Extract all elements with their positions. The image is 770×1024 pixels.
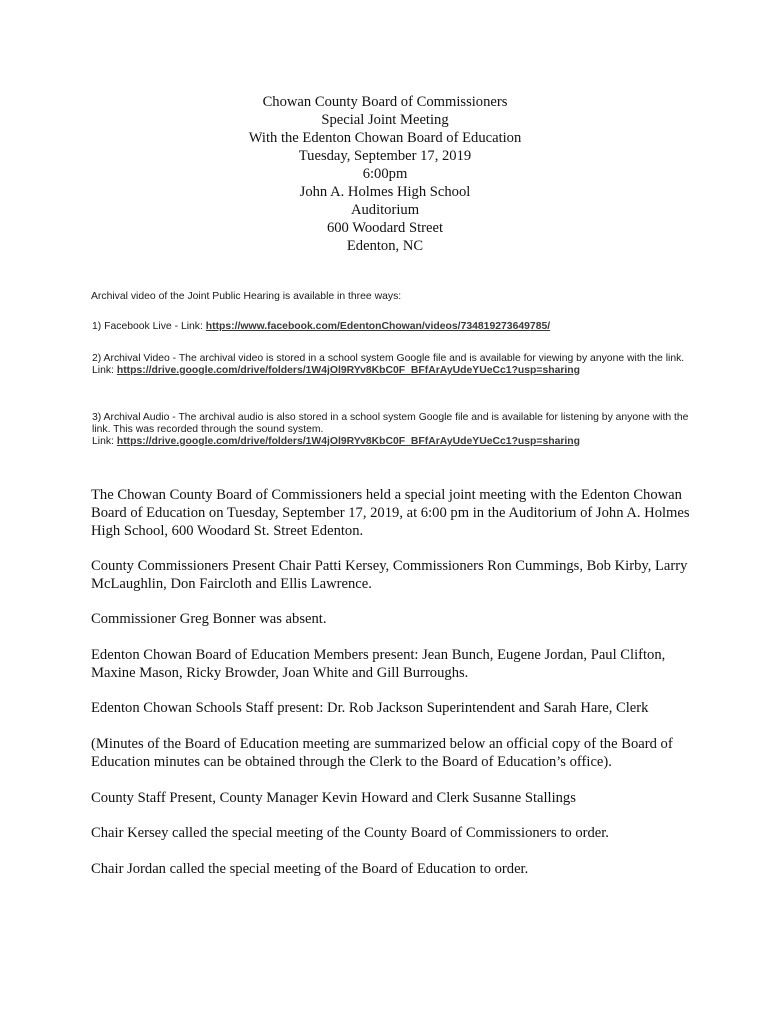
meeting-header <box>0 93 770 255</box>
header-line-meeting-type: Special Joint Meeting <box>321 112 449 128</box>
archive-item-video-text: 2) Archival Video - The archival video is stored in a school system Google file and is available for viewing by anyone with the link. <box>92 353 685 364</box>
audio-drive-link[interactable]: https://drive.google.com/drive/folders/1W4jOl9RYv8KbC0F_BFfArAyUdeYUeCc1?usp=sharing <box>116 435 581 447</box>
paragraph-commissioners-present: County Commissioners Present Chair Patti Kersey, Commissioners Ron Cummings, Bob Kirby, Larry McLaughlin, Don Faircloth and Ellis Lawrence. <box>91 558 688 592</box>
header-line-venue: John A. Holmes High School <box>299 184 471 200</box>
header-line-date: Tuesday, September 17, 2019 <box>298 148 472 164</box>
archive-item-audio-text: 3) Archival Audio - The archival audio is also stored in a school system Google file and is available for listening by anyone with the link. This was recorded through the sound system. <box>92 412 689 435</box>
archive-item-video <box>92 353 692 377</box>
paragraph-minutes-note: (Minutes of the Board of Education meeting are summarized below an official copy of the Board of Education minutes can be obtained through the Clerk to the Board of Education’s office). <box>91 736 673 770</box>
archive-item-audio <box>92 412 692 447</box>
header-line-city: Edenton, NC <box>346 238 424 254</box>
header-line-board: Chowan County Board of Commissioners <box>262 94 508 110</box>
paragraph-schools-staff: Edenton Chowan Schools Staff present: Dr. Rob Jackson Superintendent and Sarah Hare, Clerk <box>91 700 649 716</box>
header-line-room: Auditorium <box>350 202 420 218</box>
paragraph-call-to-order-education: Chair Jordan called the special meeting of the Board of Education to order. <box>91 861 529 877</box>
header-line-street: 600 Woodard Street <box>326 220 444 236</box>
paragraph-absent: Commissioner Greg Bonner was absent. <box>91 611 327 627</box>
header-line-time: 6:00pm <box>362 166 408 182</box>
facebook-link[interactable]: https://www.facebook.com/EdentonChowan/videos/734819273649785/ <box>205 321 551 332</box>
paragraph-call-to-order-county: Chair Kersey called the special meeting of the County Board of Commissioners to order. <box>91 825 609 841</box>
header-line-with: With the Edenton Chowan Board of Education <box>248 130 522 146</box>
paragraph-county-staff: County Staff Present, County Manager Kevin Howard and Clerk Susanne Stallings <box>91 790 576 806</box>
archive-item-facebook <box>92 321 692 333</box>
paragraph-meeting-summary: The Chowan County Board of Commissioners held a special joint meeting with the Edenton Chowan Board of Education on Tuesday, September 17, 2019, at 6:00 pm in the Auditorium of John A. Holmes High School, 600 Woodard St. Street Edenton. <box>91 487 690 539</box>
paragraph-education-members: Edenton Chowan Board of Education Members present: Jean Bunch, Eugene Jordan, Paul Clifton, Maxine Mason, Ricky Browder, Joan White and Gill Burroughs. <box>91 647 666 681</box>
archive-item-video-link-label: Link: <box>92 364 117 376</box>
video-drive-link[interactable]: https://drive.google.com/drive/folders/1W4jOl9RYv8KbC0F_BFfArAyUdeYUeCc1?usp=sharing <box>116 364 581 376</box>
archive-intro: Archival video of the Joint Public Hearing is available in three ways: <box>91 291 402 302</box>
archive-item-facebook-text: 1) Facebook Live - Link: <box>92 321 206 332</box>
archive-item-audio-link-label: Link: <box>92 435 117 447</box>
